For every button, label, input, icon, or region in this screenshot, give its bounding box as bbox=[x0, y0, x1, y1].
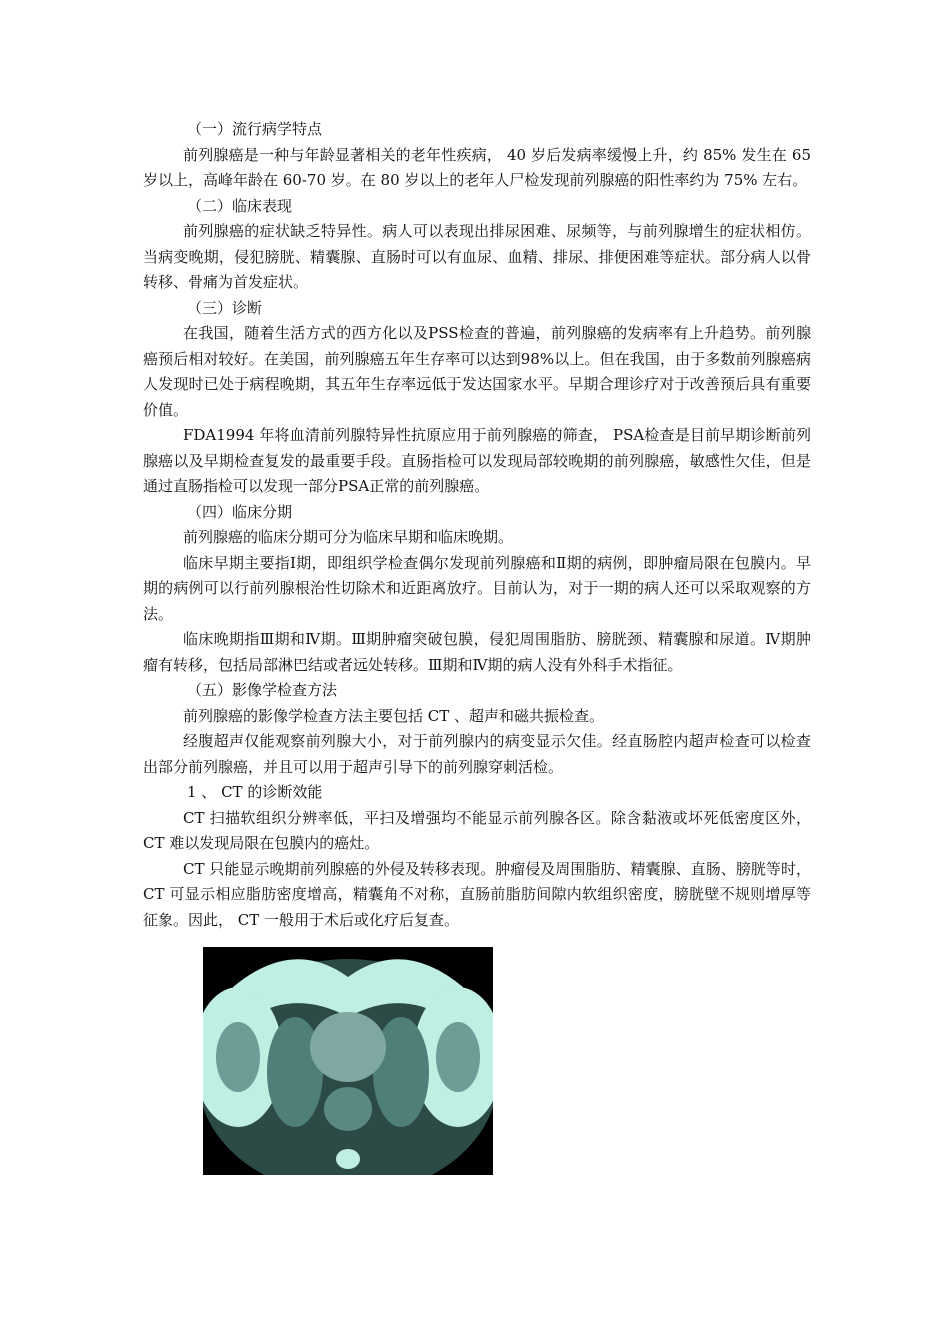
paragraph-diagnosis-1: 在我国，随着生活方式的西方化以及PSS检查的普遍，前列腺癌的发病率有上升趋势。前列腺癌预后相对较好。在美国，前列腺癌五年生存率可以达到98%以上。但在我国，由于多数前列腺癌病人发现时已处于病程晚期，其五年生存率远低于发达国家水平。早期合理诊疗对于改善预后具有重要价值。 bbox=[143, 324, 811, 419]
paragraph-ct-1: CT 扫描软组织分辨率低，平扫及增强均不能显示前列腺各区。除含黏液或坏死低密度区外， CT 难以发现局限在包膜内的癌灶。 bbox=[143, 808, 811, 852]
ct-scan-image bbox=[203, 947, 493, 1175]
paragraph-staging-2: 临床早期主要指Ⅰ期，即组织学检查偶尔发现前列腺癌和Ⅱ期的病例，即肿瘤局限在包膜内。早期的病例可以行前列腺根治性切除术和近距离放疗。目前认为，对于一期的病人还可以采取观察的方法。 bbox=[143, 553, 811, 623]
section-heading-staging: （四）临床分期 bbox=[187, 502, 293, 521]
left-femoral-head bbox=[216, 1022, 260, 1092]
right-femoral-head bbox=[436, 1022, 480, 1092]
section-heading-epidemiology: （一）流行病学特点 bbox=[187, 120, 323, 138]
paragraph-ct-2: CT 只能显示晚期前列腺癌的外侵及转移表现。肿瘤侵及周围脂肪、精囊腺、直肠、膀胱等时， CT 可显示相应脂肪密度增高，精囊角不对称，直肠前脂肪间隙内软组织密度，膀胱壁不规则增厚等征象。因此， CT 一般用于术后或化疗后复查。 bbox=[143, 859, 811, 929]
prostate bbox=[310, 1012, 386, 1082]
section-heading-diagnosis: （三）诊断 bbox=[187, 298, 263, 317]
paragraph-imaging-1: 前列腺癌的影像学检查方法主要包括 CT 、超声和磁共振检查。 bbox=[183, 706, 605, 725]
coccyx bbox=[336, 1149, 360, 1169]
document-body bbox=[143, 117, 811, 933]
section-heading-clinical: （二）临床表现 bbox=[187, 196, 293, 215]
paragraph-clinical: 前列腺癌的症状缺乏特异性。病人可以表现出排尿困难、尿频等，与前列腺增生的症状相仿。当病变晚期，侵犯膀胱、精囊腺、直肠时可以有血尿、血精、排尿、排便困难等症状。部分病人以骨转移、骨痛为首发症状。 bbox=[143, 222, 811, 291]
section-heading-imaging: （五）影像学检查方法 bbox=[187, 681, 338, 699]
section-heading-ct: 1 、 CT 的诊断效能 bbox=[187, 783, 323, 801]
paragraph-epidemiology: 前列腺癌是一种与年龄显著相关的老年性疾病， 40 岁后发病率缓慢上升，约 85% 发生在 65 岁以上，高峰年龄在 60-70 岁。在 80 岁以上的老年人尸检发现前列腺癌的阳性率约为 75% 左右。 bbox=[143, 145, 811, 189]
paragraph-staging-3: 临床晚期指Ⅲ期和Ⅳ期。Ⅲ期肿瘤突破包膜，侵犯周围脂肪、膀胱颈、精囊腺和尿道。Ⅳ期肿瘤有转移，包括局部淋巴结或者远处转移。Ⅲ期和Ⅳ期的病人没有外科手术指征。 bbox=[143, 630, 811, 674]
ct-scan-illustration bbox=[203, 947, 493, 1175]
paragraph-diagnosis-2: FDA1994 年将血清前列腺特异性抗原应用于前列腺癌的筛查， PSA检查是目前早期诊断前列腺癌以及早期检查复发的最重要手段。直肠指检可以发现局部较晚期的前列腺癌，敏感性欠佳，但是通过直肠指检可以发现一部分PSA正常的前列腺癌。 bbox=[143, 426, 811, 495]
paragraph-staging-1: 前列腺癌的临床分期可分为临床早期和临床晚期。 bbox=[183, 528, 514, 546]
rectum bbox=[324, 1087, 372, 1131]
paragraph-imaging-2: 经腹超声仅能观察前列腺大小，对于前列腺内的病变显示欠佳。经直肠腔内超声检查可以检查出部分前列腺癌，并且可以用于超声引导下的前列腺穿刺活检。 bbox=[143, 732, 811, 776]
